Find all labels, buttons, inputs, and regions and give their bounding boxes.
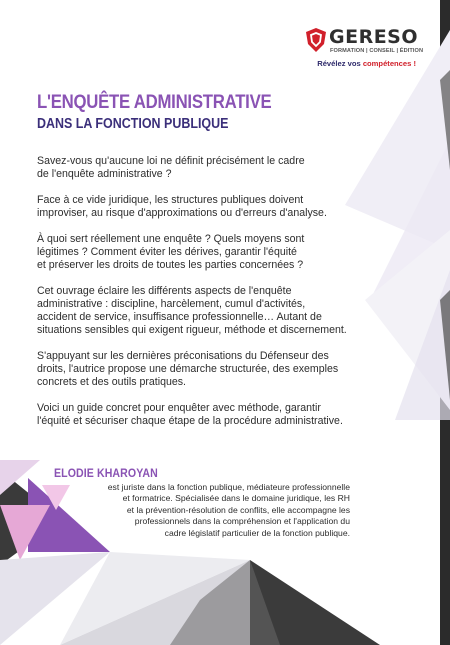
paragraph: Voici un guide concret pour enquêter avec méthode, garantir l'équité et sécuriser chaque étape de la procédure administrative. (37, 402, 343, 427)
page-title (37, 93, 310, 131)
brand-name: GERESO (329, 26, 419, 48)
description (37, 155, 357, 441)
brand-tagline (306, 59, 416, 68)
title-line-2: DANS LA FONCTION PUBLIQUE (37, 115, 229, 132)
gereso-logo (306, 28, 426, 76)
author-bio: est juriste dans la fonction publique, médiateure professionnelle et formatrice. Spécialisée dans le domaine juridique, les RH et la prévention-résolution de conflits, elle accompagne les professionnels dans la compréhension et l'application du cadre législatif particulier de la fonction publique. (107, 482, 350, 538)
paragraph: À quoi sert réellement une enquête ? Quels moyens sont légitimes ? Comment éviter les dérives, garantir l'équité et préserver les droits de toutes les parties concernées ? (37, 233, 305, 271)
paragraph: Savez-vous qu'aucune loi ne définit précisément le cadre de l'enquête administrative ? (37, 155, 305, 180)
title-line-1: L'ENQUÊTE ADMINISTRATIVE (37, 91, 272, 113)
tagline-accent: compétences ! (362, 59, 416, 68)
paragraph: S'appuyant sur les dernières préconisations du Défenseur des droits, l'autrice propose une démarche structurée, des exemples concrets et des outils pratiques. (37, 350, 339, 388)
tagline-prefix: Révélez vos (317, 59, 363, 68)
shield-logo-icon (306, 28, 326, 52)
author-name: ELODIE KHAROYAN (54, 468, 158, 480)
paragraph: Cet ouvrage éclaire les différents aspects de l'enquête administrative : discipline, harcèlement, cumul d'activités, accident de service, insuffisance professionnelle… Autant de situations sensibles qui exigent rigueur, méthode et discernement. (37, 285, 347, 336)
paragraph: Face à ce vide juridique, les structures publiques doivent improviser, au risque d'approximations ou d'erreurs d'analyse. (37, 194, 327, 219)
brand-subtitle: FORMATION | CONSEIL | ÉDITION (330, 48, 424, 54)
